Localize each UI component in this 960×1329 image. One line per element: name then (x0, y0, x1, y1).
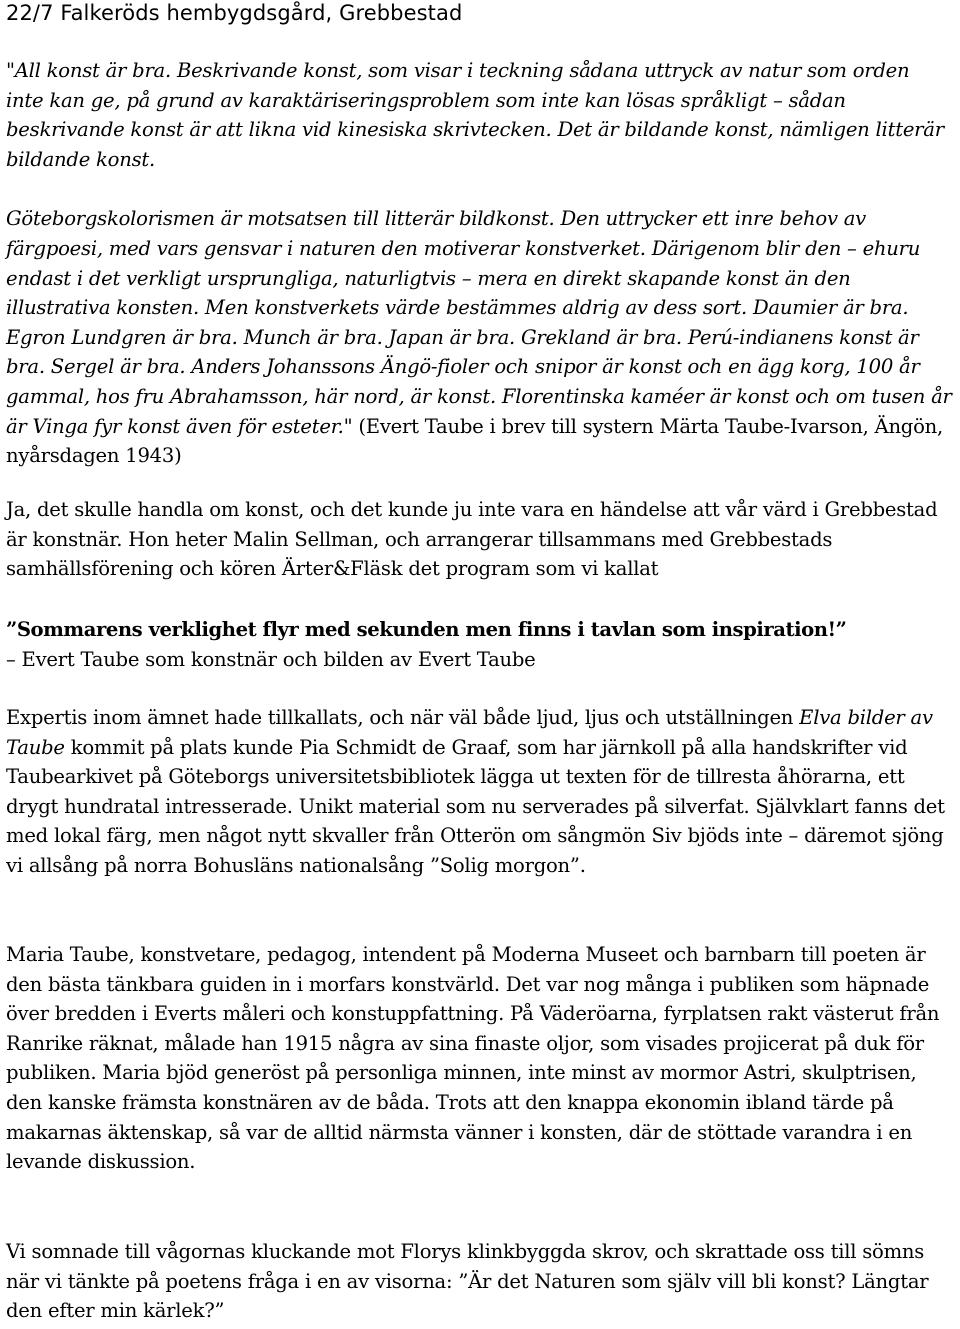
paragraph-expertise-part-1: Expertis inom ämnet hade tillkallats, och när väl både ljud, ljus och utställningen (6, 706, 800, 729)
quote-italic-part-2: Göteborgskolorismen är motsatsen till litterär bildkonst. Den uttrycker ett inre behov av färgpoesi, med vars gensvar i naturen den motiverar konstverket. Därigenom blir den – ehuru endast i det verkligt ursprungliga, naturligtvis – mera en direkt skapande konst än den illustrativa konsten. Men konstverkets värde bestämmes aldrig av dess sort. Daumier är bra. Egron Lundgren är bra. Munch är bra. Japan är bra. Grekland är bra. Perú-indianens konst är bra. Sergel är bra. Anders Johanssons Ängö-fioler och snipor är konst och en ägg korg, 100 år gammal, hos fru Abrahamsson, här nord, är konst. Florentinska kaméer är konst och om tusen år är Vinga fyr konst även för esteter." (6, 207, 952, 438)
taube-quote (6, 56, 952, 471)
quote-line-break (6, 174, 952, 204)
paragraph-expertise (6, 703, 952, 881)
program-subtitle: – Evert Taube som konstnär och bilden av Evert Taube (6, 648, 536, 671)
program-title: ”Sommarens verklighet flyr med sekunden men finns i tavlan som inspiration!” (6, 618, 847, 641)
paragraph-expertise-part-2: kommit på plats kunde Pia Schmidt de Graaf, som har järnkoll på alla handskrifter vid Taubearkivet på Göteborgs universitetsbibliotek lägga ut texten för de tillresta åhörarna, ett drygt hundratal intresserade. Unikt material som nu serverades på silverfat. Självklart fanns det med lokal färg, men något nytt skvaller från Otterön om sångmön Siv bjöds inte – däremot sjöng vi allsång på norra Bohusläns nationalsång ”Solig morgon”. (6, 735, 945, 877)
program-headline (6, 615, 952, 675)
exhibition-title: Elva bilder av Taube (6, 706, 933, 759)
quote-italic-part-1: "All konst är bra. Beskrivande konst, som visar i teckning sådana uttryck av natur som orden inte kan ge, på grund av karaktäriseringsproblem som inte kan lösas språkligt – sådan beskrivande konst är att likna vid kinesiska skrivtecken. Det är bildande konst, nämligen litterär bildande konst. (6, 59, 944, 171)
paragraph-maria-taube: Maria Taube, konstvetare, pedagog, intendent på Moderna Museet och barnbarn till poeten är den bästa tänkbara guiden in i morfars konstvärld. Det var nog många i publiken som häpnade över bredden i Everts måleri och konstuppfattning. På Väderöarna, fyrplatsen rakt västerut från Ranrike räknat, målade han 1915 några av sina finaste oljor, som visades projicerat på duk för publiken. Maria bjöd generöst på personliga minnen, inte minst av mormor Astri, skulptrisen, den kanske främsta konstnären av de båda. Trots att den knappa ekonomin ibland tärde på makarnas äktenskap, så var de alltid närmsta vänner i konsten, där de stöttade varandra i en levande diskussion. (6, 943, 940, 1174)
paragraph-closing: Vi somnade till vågornas kluckande mot Florys klinkbyggda skrov, och skrattade oss till sömns när vi tänkte på poetens fråga i en av visorna: ”Är det Naturen som själv vill bli konst? Längtar den efter min kärlek?” (6, 1240, 929, 1323)
page-title: 22/7 Falkeröds hembygdsgård, Grebbestad (6, 1, 463, 25)
paragraph-intro: Ja, det skulle handla om konst, och det kunde ju inte vara en händelse att vår värd i Grebbestad är konstnär. Hon heter Malin Sellman, och arrangerar tillsammans med Grebbestads samhällsförening och kören Ärter&Fläsk det program som vi kallat (6, 498, 938, 581)
quote-attribution: (Evert Taube i brev till systern Märta Taube-Ivarson, Ängön, nyårsdagen 1943) (6, 414, 943, 468)
